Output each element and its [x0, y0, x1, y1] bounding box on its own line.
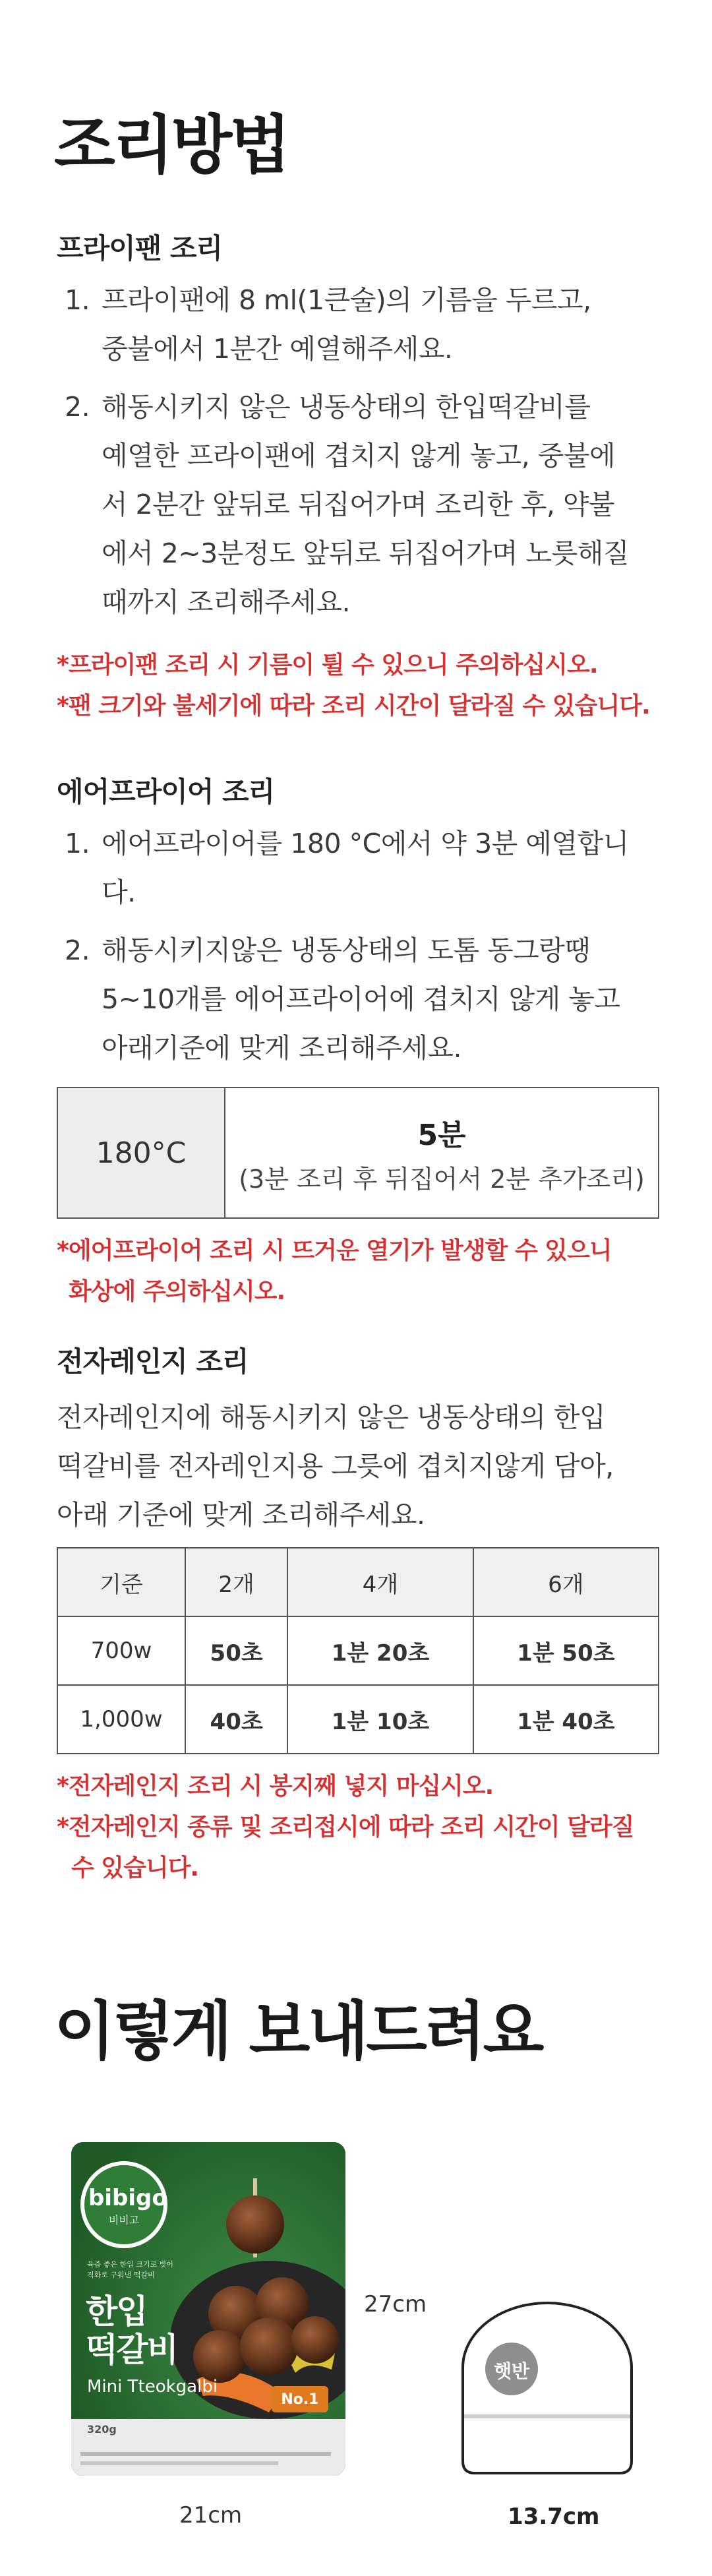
package-height-label: 27cm — [364, 2291, 427, 2317]
table-row: 1,000w 40초 1분 10초 1분 40초 — [57, 1685, 659, 1754]
shipping-title: 이렇게 보내드려요 — [54, 1994, 542, 2068]
page-title: 조리방법 — [54, 108, 288, 182]
pan-heading: 프라이팬 조리 — [57, 232, 223, 264]
warning-text: 수 있습니다. — [71, 1855, 199, 1882]
warning-text: *전자레인지 종류 및 조리접시에 따라 조리 시간이 달라질 — [57, 1814, 634, 1841]
microwave-warnings — [57, 1766, 634, 1889]
microwave-description: 전자레인지에 해동시키지 않은 냉동상태의 한입 떡갈비를 전자레인지용 그릇에 겹치지않게 담아, 아래 기준에 맞게 조리해주세요. — [57, 1401, 614, 1531]
package-product-en: Mini Tteokgalbi — [87, 2377, 218, 2397]
time-note: (3분 조리 후 뒤집어서 2분 추가조리) — [239, 1164, 645, 1194]
temperature-cell: 180°C — [57, 1088, 225, 1218]
airfryer-steps — [57, 819, 676, 1082]
warning-text: *프라이팬 조리 시 기름이 튈 수 있으니 주의하십시오. — [57, 652, 598, 679]
package-width-label: 21cm — [179, 2502, 243, 2529]
warning-text: *전자레인지 조리 시 봉지째 넣지 마십시오. — [57, 1773, 494, 1800]
microwave-heading: 전자레인지 조리 — [57, 1345, 249, 1378]
pan-warnings — [57, 645, 650, 727]
time-value: 5분 — [417, 1118, 466, 1152]
table-row: 700w 50초 1분 20초 1분 50초 — [57, 1616, 659, 1685]
package-badge: No.1 — [281, 2391, 319, 2408]
package-product-name: 한입 떡갈비 — [86, 2292, 177, 2369]
airfryer-table — [57, 1087, 659, 1219]
warning-text: *팬 크기와 불세기에 따라 조리 시간이 달라질 수 있습니다. — [57, 692, 650, 720]
list-item: 2. 해동시키지 않은 냉동상태의 한입떡갈비를 예열한 프라이팬에 겹치지 않게 놓고, 중불에 서 2분간 앞뒤로 뒤집어가며 조리한 후, 약불 에서 2~3분정도 앞뒤로 뒤집어가며 노릇해질 때까지 조리해주세요. — [65, 391, 629, 618]
list-item: 1. 프라이팬에 8 ml(1큰술)의 기름을 두르고, 중불에서 1분간 예열해주세요. — [65, 284, 591, 365]
time-cell — [225, 1088, 659, 1218]
pan-steps — [57, 276, 676, 636]
brand-sub: 비비고 — [108, 2214, 140, 2226]
list-item: 1. 에어프라이어를 180 °C에서 약 3분 예열합니 다. — [65, 828, 629, 908]
comparison-width-label: 13.7cm — [508, 2503, 600, 2530]
warning-text: 화상에 주의하십시오. — [69, 1278, 285, 1305]
warning-text: *에어프라이어 조리 시 뜨거운 열기가 발생할 수 있으니 — [57, 1237, 612, 1264]
list-item: 2. 해동시키지않은 냉동상태의 도톰 동그랑땡 5~10개를 에어프라이어에 겹치지 않게 놓고 아래기준에 맞게 조리해주세요. — [65, 935, 620, 1064]
airfryer-warnings — [57, 1231, 612, 1312]
comparison-rice-container-icon — [461, 2302, 633, 2474]
airfryer-heading: 에어프라이어 조리 — [57, 776, 275, 808]
table-row: 기준 2개 4개 6개 — [57, 1548, 659, 1616]
microwave-table — [57, 1547, 659, 1754]
product-package-image — [71, 2142, 345, 2476]
comparison-label: 햇반 — [493, 2360, 530, 2382]
brand-logo: bibigo — [88, 2185, 167, 2211]
package-weight: 320g — [87, 2423, 117, 2436]
package-tagline: 육즙 좋은 한입 크기로 빚어 직화로 구워낸 떡갈비 — [87, 2260, 173, 2279]
